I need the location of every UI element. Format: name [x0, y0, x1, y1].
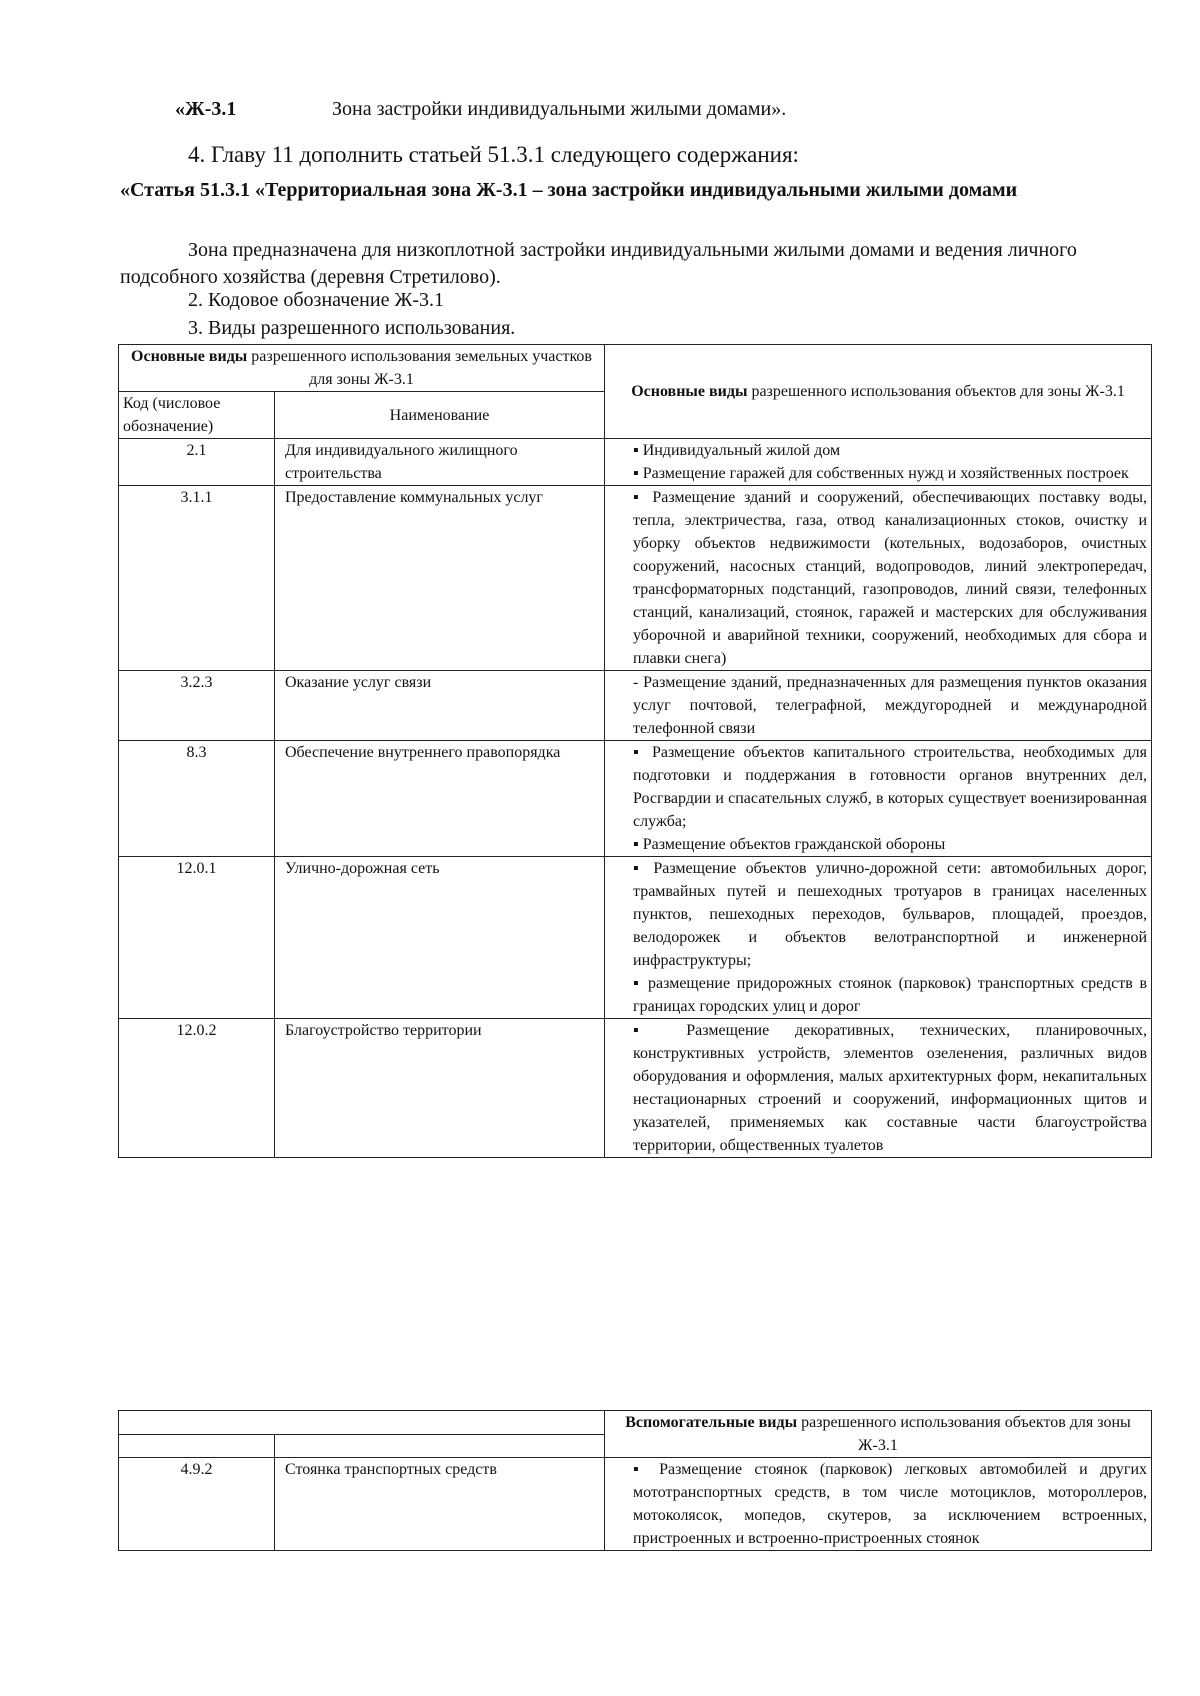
- use-object-item: - Размещение зданий, предназначенных для размещения пунктов оказания услуг почтовой, телеграфной, междугородней и международной телефонной связи: [633, 674, 1148, 737]
- use-object-item: ▪ Размещение объектов капитального строительства, необходимых для подготовки и поддержания в готовности органов внутренних дел, Росгвардии и спасательных служб, в которых существует военизированная служба;: [633, 744, 1148, 830]
- use-code: 3.2.3: [119, 671, 275, 741]
- zone-line: [175, 98, 786, 121]
- use-code: 12.0.1: [119, 857, 275, 1019]
- aux-name-header-empty: [275, 1434, 605, 1458]
- table-row: [119, 741, 1152, 857]
- table-row: [119, 486, 1152, 671]
- auxiliary-uses-table: [118, 1410, 1152, 1551]
- use-code: 4.9.2: [119, 1458, 275, 1551]
- use-name: Для индивидуального жилищного строительства: [275, 439, 605, 486]
- table-row: [119, 1458, 1152, 1551]
- table-row: [119, 857, 1152, 1019]
- use-objects: [605, 1458, 1152, 1551]
- use-code: 3.1.1: [119, 486, 275, 671]
- use-object-item: ▪ Размещение объектов гражданской обороны: [633, 836, 946, 853]
- zone-purpose: Зона предназначена для низкоплотной застройки индивидуальными жилыми домами и ведения личного подсобного хозяйства (деревня Стретилово).: [120, 239, 1077, 288]
- aux-uses-header: Вспомогательные виды разрешенного использования объектов для зоны Ж-3.1: [605, 1411, 1152, 1458]
- use-object-item: ▪ Размещение объектов улично-дорожной сети: автомобильных дорог, трамвайных путей и пешеходных тротуаров в границах населенных пунктов, пешеходных переходов, бульваров, площадей, проездов, велодорожек и объектов велотранспортной и инженерной инфраструктуры;: [633, 860, 1148, 969]
- use-object-item: ▪ Размещение зданий и сооружений, обеспечивающих поставку воды, тепла, электричества, газа, отвод канализационных стоков, очистку и уборку объектов недвижимости (котельных, водозаборов, очистных сооружений, насосных станций, водопроводов, линий электропередач, трансформаторных подстанций, газопроводов, линий связи, телефонных станций, канализаций, стоянок, гаражей и мастерских для обслуживания уборочной и аварийной техники, сооружений, необходимых для сбора и плавки снега): [633, 489, 1148, 667]
- aux-code-header-empty: [119, 1434, 275, 1458]
- land-uses-header: Основные виды разрешенного использования земельных участков для зоны Ж-3.1: [119, 345, 605, 392]
- use-name: Благоустройство территории: [275, 1019, 605, 1158]
- aux-uses-rows: [119, 1458, 1152, 1551]
- item-code-designation: 2. Кодовое обозначение Ж-3.1: [188, 289, 445, 311]
- table-row: [119, 671, 1152, 741]
- table-row: [119, 1019, 1152, 1158]
- use-objects: [605, 857, 1152, 1019]
- main-uses-table: [118, 344, 1152, 1158]
- use-name: Оказание услуг связи: [275, 671, 605, 741]
- use-code: 8.3: [119, 741, 275, 857]
- main-uses-rows: [119, 439, 1152, 1158]
- zone-name: Зона застройки индивидуальными жилыми домами».: [332, 98, 787, 120]
- use-name: Обеспечение внутреннего правопорядка: [275, 741, 605, 857]
- aux-header-empty: [119, 1411, 605, 1435]
- use-objects: [605, 1019, 1152, 1158]
- use-object-item: ▪ Размещение стоянок (парковок) легковых автомобилей и других мототранспортных средств, в том числе мотоциклов, мотороллеров, мотоколясок, мопедов, скутеров, за исключением встроенных, пристроенных и встроенно-пристроенных стоянок: [633, 1461, 1147, 1547]
- use-object-item: ▪ размещение придорожных стоянок (парковок) транспортных средств в границах городских улиц и дорог: [633, 975, 1148, 1015]
- use-name: Стоянка транспортных средств: [275, 1458, 605, 1551]
- use-name: Улично-дорожная сеть: [275, 857, 605, 1019]
- use-object-item: ▪ Размещение гаражей для собственных нужд и хозяйственных построек: [633, 465, 1129, 482]
- use-object-item: ▪ Размещение декоративных, технических, планировочных, конструктивных устройств, элементов озеленения, различных видов оборудования и оформления, малых архитектурных форм, некапитальных нестационарных строений и сооружений, информационных щитов и указателей, применяемых как составные части благоустройства территории, общественных туалетов: [633, 1022, 1148, 1154]
- use-code: 12.0.2: [119, 1019, 275, 1158]
- use-objects: [605, 741, 1152, 857]
- use-code: 2.1: [119, 439, 275, 486]
- code-column-header: Код (числовое обозначение): [119, 392, 275, 439]
- use-objects: [605, 439, 1152, 486]
- zone-code: «Ж-3.1: [175, 98, 237, 120]
- use-objects: [605, 671, 1152, 741]
- use-name: Предоставление коммунальных услуг: [275, 486, 605, 671]
- object-uses-header: Основные виды разрешенного использования объектов для зоны Ж-3.1: [605, 345, 1152, 439]
- table-row: [119, 439, 1152, 486]
- name-column-header: Наименование: [275, 392, 605, 439]
- use-objects: [605, 486, 1152, 671]
- use-object-item: ▪ Индивидуальный жилой дом: [633, 442, 841, 459]
- article-title: «Статья 51.3.1 «Территориальная зона Ж-3.1 – зона застройки индивидуальными жилыми домами: [120, 179, 1018, 201]
- item-permitted-uses: 3. Виды разрешенного использования.: [188, 317, 516, 339]
- amendment-line: 4. Главу 11 дополнить статьей 51.3.1 следующего содержания:: [188, 142, 799, 167]
